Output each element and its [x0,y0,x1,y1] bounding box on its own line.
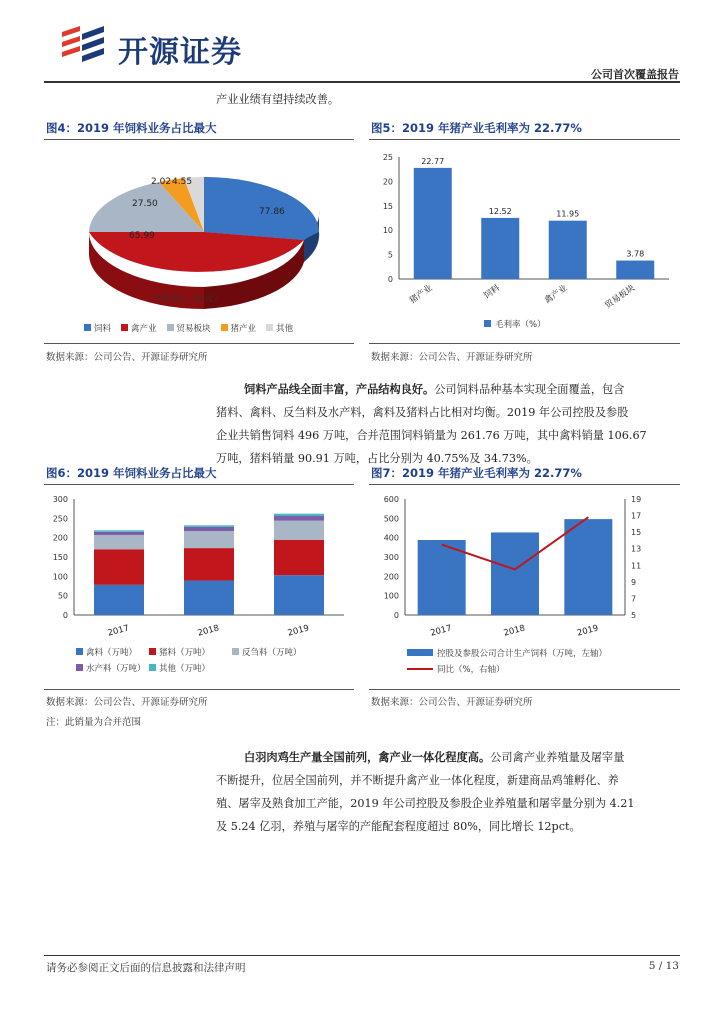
y-tick-label: 15 [382,201,393,211]
para2-line-1: 白羽肉鸡生产量全国前列，禽产业一体化程度高。公司禽产业养殖量及屠宰量 [244,750,625,764]
bar [491,532,539,615]
footer-disclaimer: 请务必参阅正文后面的信息披露和法律声明 [46,962,246,974]
intro-line: 产业业绩有望持续改善。 [216,93,340,106]
y-tick-label: 0 [62,611,68,620]
y-right-tick-label: 5 [631,611,637,620]
x-tick-label: 贸易板块 [603,283,637,311]
header-divider [44,81,680,83]
company-logo-text: 开源证券 [118,35,242,70]
y-tick-label: 300 [52,495,68,504]
bar [414,168,452,279]
fig6-note: 注：此销量为合并范围 [46,717,142,728]
x-tick-label: 2019 [576,623,600,639]
report-type: 公司首次覆盖报告 [591,68,679,81]
fig7-combo-chart [369,487,680,687]
fig7-title: 图7：2019 年猪产业毛利率为 22.77% [371,466,582,480]
para2-line-3: 殖、屠宰及熟食加工产能，2019 年公司控股及参股企业养殖量和屠宰量分别为 4.21 [216,797,635,810]
pie-label-poultry: 65.99 [129,231,155,241]
x-tick-label: 饲料 [482,283,502,302]
fig4-title: 图4：2019 年饲料业务占比最大 [46,121,217,135]
y-tick-label: 50 [57,591,68,601]
legend-item: 猪产业 [221,322,257,334]
pie-label-feed: 77.86 [259,207,285,217]
bar-segment [94,549,144,585]
para1-line-2: 猪料、禽料、反刍料及水产料，禽料及猪料占比相对均衡。2019 年公司控股及参股 [216,406,629,419]
x-tick-label: 2018 [196,623,221,639]
legend-label: 控股及参股公司合计生产饲料（万吨，左轴） [437,649,608,659]
legend-item: 饲料 [84,322,111,334]
y-tick-label: 10 [382,226,393,236]
legend-swatch [484,320,491,327]
pie-xlabel: 营业收入（亿元） [154,294,223,304]
legend-swatch [232,648,239,655]
pie-slice-poultry [89,232,304,272]
bar-segment [184,548,234,580]
bar-segment [274,575,324,615]
y-tick-label: 250 [52,514,68,524]
bar-segment [274,521,324,540]
legend-label: 同比（%，右轴） [437,665,505,675]
fig4-legend [84,322,293,334]
data-label: 22.77 [421,156,445,166]
y-tick-label: 0 [387,275,393,284]
fig5-title: 图5：2019 年猪产业毛利率为 22.77% [371,121,582,135]
y-tick-label: 25 [382,153,393,162]
company-logo-icon [58,22,110,66]
fig6-source: 数据来源：公司公告、开源证券研究所 [46,697,208,708]
y-left-tick-label: 500 [383,514,399,524]
pie-label-trade: 27.50 [132,199,158,209]
legend-label: 水产料（万吨） [86,664,146,674]
data-label: 11.95 [556,209,580,219]
page-number: 5 / 13 [648,960,679,972]
legend-swatch [76,664,83,671]
x-tick-label: 禽产业 [542,283,570,307]
legend-item: 禽产业 [121,322,157,334]
legend-label: 毛利率（%） [495,320,546,330]
bar-segment [94,535,144,549]
legend-swatch [76,648,83,655]
y-left-tick-label: 100 [383,591,399,601]
y-tick-label: 20 [382,177,393,187]
bar-segment [274,516,324,521]
legend-swatch [149,664,156,671]
legend-label: 禽料（万吨） [86,648,138,658]
y-right-tick-label: 19 [631,495,642,504]
para1-heading: 饲料产品线全面丰富，产品结构良好。 [244,382,435,396]
fig5-source: 数据来源：公司公告、开源证券研究所 [371,352,533,363]
bar-segment [274,540,324,575]
bar-segment [94,532,144,535]
x-tick-label: 2017 [106,623,131,639]
legend-item: 其他 [266,322,293,334]
data-label: 3.78 [626,249,645,259]
legend-item: 贸易板块 [167,322,211,334]
footer-divider [44,955,680,956]
y-right-tick-label: 11 [631,561,642,571]
y-right-tick-label: 17 [631,511,642,521]
x-tick-label: 2018 [502,623,527,639]
fig5-bar-chart [369,142,680,342]
para1-line-4: 万吨，猪料销量 90.91 万吨，占比分别为 40.75%及 34.73%。 [216,452,538,465]
y-right-tick-label: 13 [631,544,642,554]
bar-segment [184,525,234,527]
para2-heading: 白羽肉鸡生产量全国前列，禽产业一体化程度高。 [244,750,491,764]
legend-label: 猪料（万吨） [159,648,211,658]
y-right-tick-label: 7 [631,594,637,604]
y-left-tick-label: 300 [383,553,399,562]
y-left-tick-label: 600 [383,495,399,504]
bar [564,519,612,615]
bar-segment [184,581,234,615]
legend-label: 其他（万吨） [159,664,211,674]
data-label: 12.52 [488,206,512,216]
legend-swatch [407,649,433,656]
y-tick-label: 200 [52,533,68,543]
y-tick-label: 150 [52,553,68,562]
y-tick-label: 5 [387,250,393,260]
y-tick-label: 100 [52,572,68,582]
fig6-stacked-bar-chart [44,487,354,687]
fig6-title: 图6：2019 年饲料业务占比最大 [46,466,217,480]
pie-label-pig: 2.02 [151,177,172,187]
pie-label-other: 4.55 [172,177,193,187]
bar-segment [274,514,324,516]
bar-segment [94,585,144,615]
bar [616,261,654,279]
x-tick-label: 2017 [429,623,453,639]
bar-segment [184,531,234,548]
bar [549,221,587,279]
para2-line-4: 及 5.24 亿羽，养殖与屠宰的产能配套程度超过 80%，同比增长 12pct。 [216,820,581,833]
para1-line-3: 企业共销售饲料 496 万吨，合并范围饲料销量为 261.76 万吨，其中禽料销量 106.67 [216,429,647,442]
para2-line-2: 不断提升，位居全国前列，并不断提升禽产业一体化程度，新建商品鸡雏孵化、养 [216,774,619,787]
bar-segment [94,530,144,532]
y-right-tick-label: 9 [631,577,637,587]
fig4-source: 数据来源：公司公告、开源证券研究所 [46,352,208,363]
fig4-pie-chart [44,142,354,342]
y-right-tick-label: 15 [631,528,642,538]
y-left-tick-label: 200 [383,572,399,582]
bar [481,218,519,279]
x-tick-label: 2019 [286,623,311,639]
legend-label: 反刍料（万吨） [242,648,302,658]
y-left-tick-label: 0 [393,611,399,620]
y-left-tick-label: 400 [383,533,399,543]
para1-line-1: 饲料产品线全面丰富，产品结构良好。公司饲料品种基本实现全面覆盖，包含 [244,382,625,396]
x-tick-label: 猪产业 [407,283,435,307]
bar-segment [184,527,234,531]
fig7-source: 数据来源：公司公告、开源证券研究所 [371,697,533,708]
legend-swatch [149,648,156,655]
